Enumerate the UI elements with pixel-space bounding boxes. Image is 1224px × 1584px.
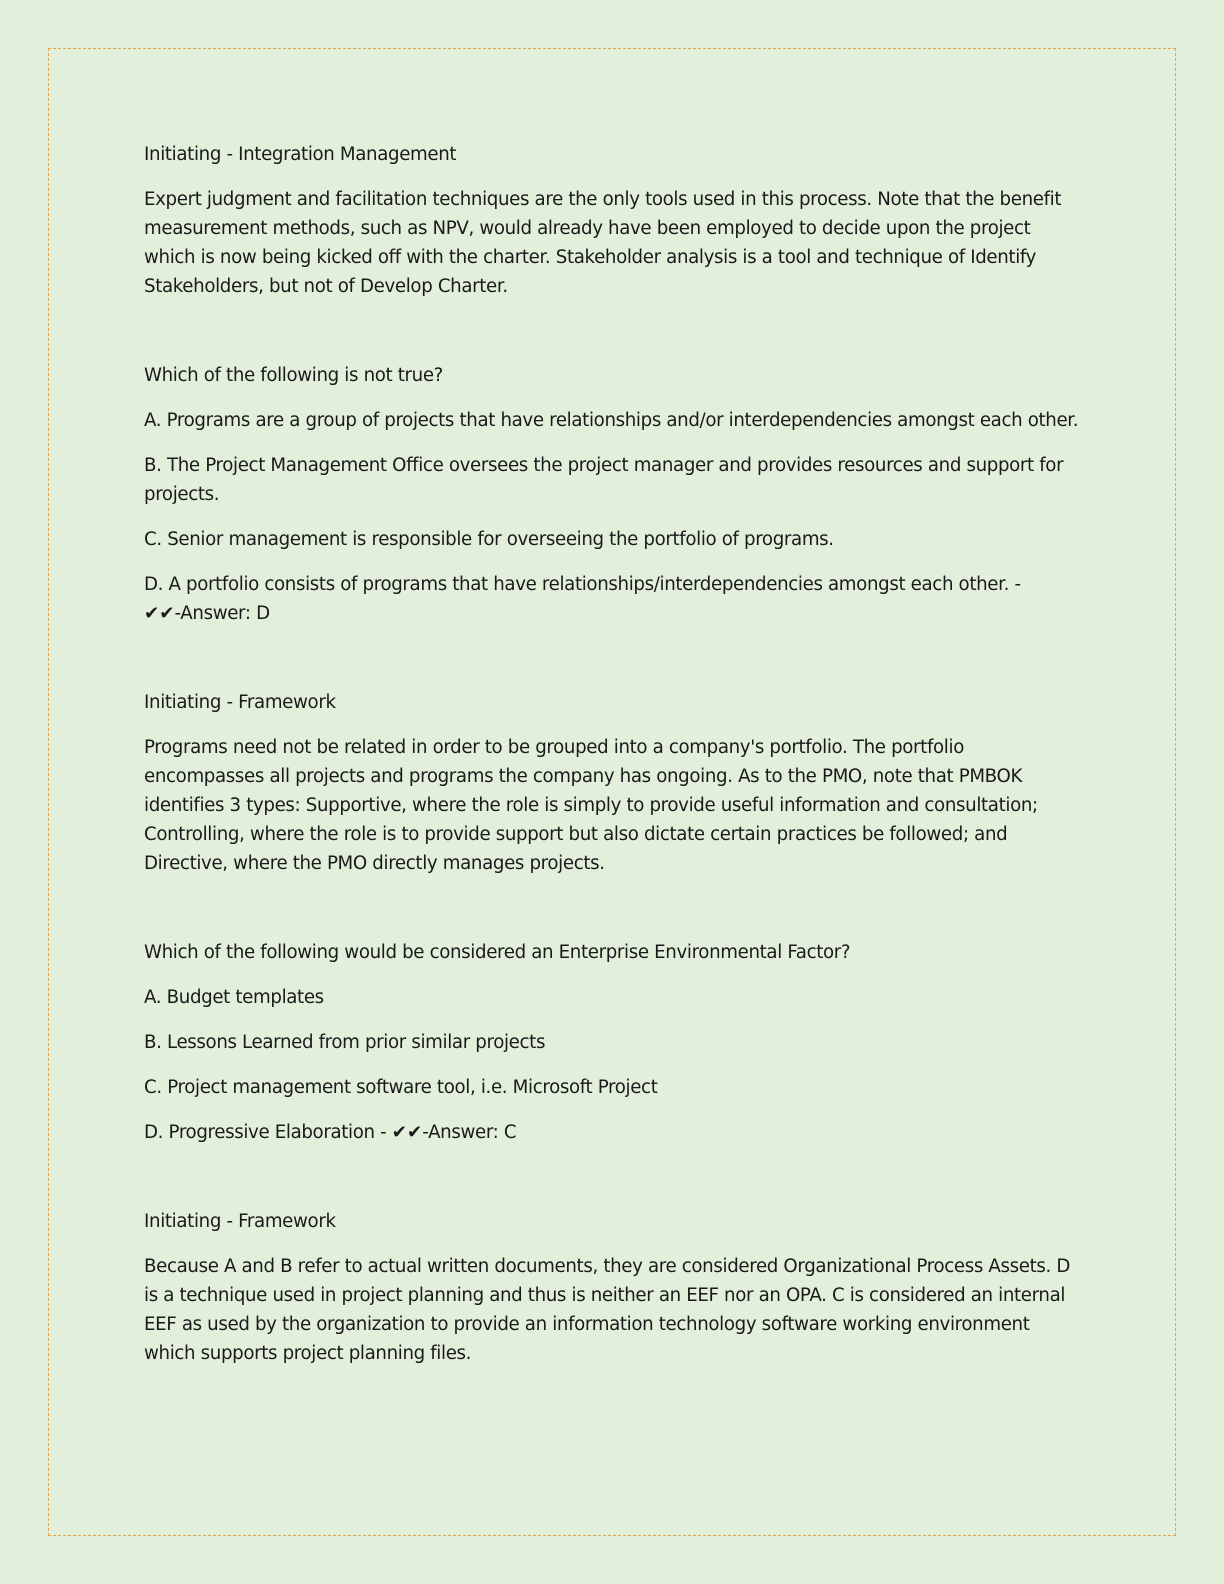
option-d [144,570,1079,628]
option-c: C. Senior management is responsible for overseeing the portfolio of programs. [144,529,834,550]
checkmark-icon: ✔✔ [144,603,175,624]
answer-text: -Answer: D [174,603,270,624]
question-text: Which of the following is not true? [144,365,443,386]
option-a: A. Programs are a group of projects that have relationships and/or interdependencies amongst each other. [144,410,1079,431]
section-heading: Initiating - Framework [144,692,336,713]
option-b: B. Lessons Learned from prior similar projects [144,1032,546,1053]
option-d [144,1118,1079,1147]
option-b: B. The Project Management Office oversees the project manager and provides resources and support for projects. [144,455,1064,505]
explanation-text: Because A and B refer to actual written documents, they are considered Organizational Process Assets. D is a technique used in project planning and thus is neither an EEF nor an OPA. C is considered an internal EEF as used by the organization to provide an information technology software working environment which supports project planning files. [144,1256,1071,1364]
question-text: Which of the following would be considered an Enterprise Environmental Factor? [144,942,851,963]
option-c: C. Project management software tool, i.e. Microsoft Project [144,1077,658,1098]
option-d-text: D. A portfolio consists of programs that have relationships/interdependencies amongst each other. - [144,574,1021,595]
explanation-text: Programs need not be related in order to be grouped into a company's portfolio. The portfolio encompasses all projects and programs the company has ongoing. As to the PMO, note that PMBOK identifies 3 types: Supportive, where the role is simply to provide useful information and consultation; Controlling, where the role is to provide support but also dictate certain practices be followed; and Directive, where the PMO directly manages projects. [144,737,1038,874]
option-d-text: D. Progressive Elaboration - [144,1122,387,1143]
section-heading: Initiating - Framework [144,1211,336,1232]
option-a: A. Budget templates [144,987,324,1008]
checkmark-icon: ✔✔ [391,1122,423,1143]
explanation-text: Expert judgment and facilitation techniques are the only tools used in this process. Note that the benefit measurement methods, such as NPV, would already have been employed to decide upon the project which is now being kicked off with the charter. Stakeholder analysis is a tool and technique of Identify Stakeholders, but not of Develop Charter. [144,189,1062,297]
section-heading: Initiating - Integration Management [144,144,457,165]
document-body [144,140,1079,1384]
answer-text: -Answer: C [422,1122,517,1143]
